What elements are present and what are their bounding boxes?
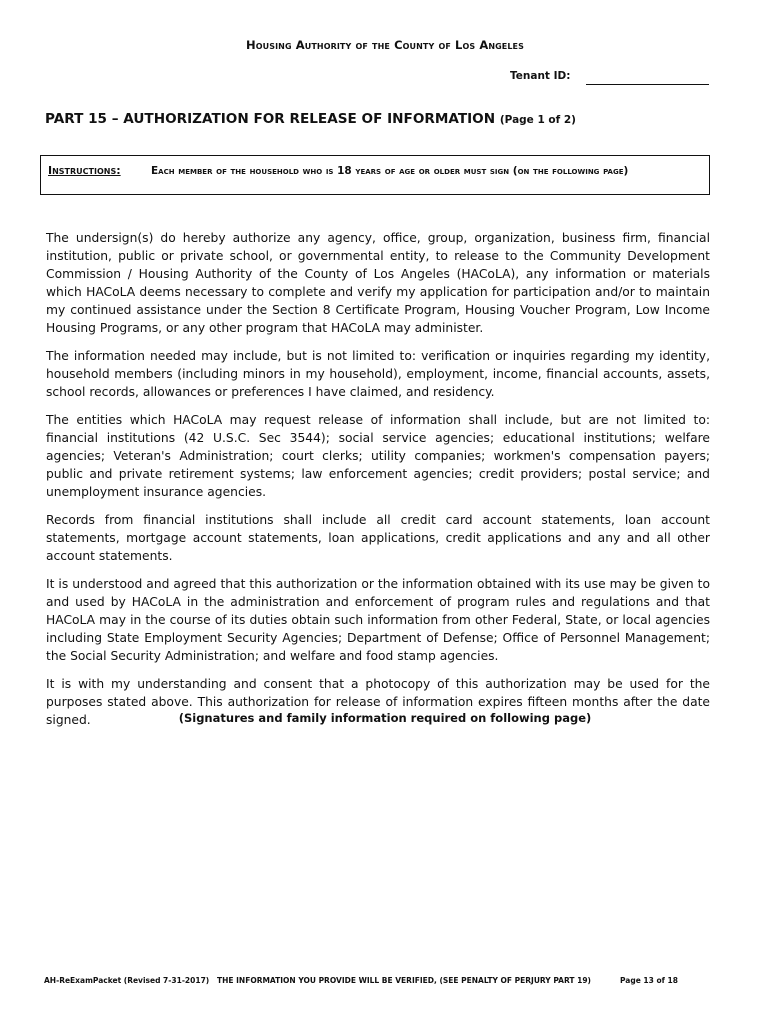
instructions-box <box>40 155 710 195</box>
footer-page-number: Page 13 of 18 <box>620 976 678 985</box>
paragraph-financial-records: Records from financial institutions shall include all credit card account statements, loan account statements, mortgage account statements, loan applications, credit applications and any and all other account statements. <box>46 513 710 563</box>
instructions-label: Instructions: <box>48 164 121 177</box>
tenant-id-field[interactable] <box>586 84 709 85</box>
paragraph-use-agreement: It is understood and agreed that this authorization or the information obtained with its use may be given to and used by HACoLA in the administration and enforcement of program rules and regulations and that HACoLA may in the course of its duties obtain such information from other Federal, State, or local agencies including State Employment Security Agencies; Department of Defense; Office of Personnel Management; the Social Security Administration; and welfare and food stamp agencies. <box>46 577 710 663</box>
tenant-id-label: Tenant ID: <box>510 70 571 82</box>
paragraph-consent: It is with my understanding and consent that a photocopy of this authorization may be used for the purposes stated above. This authorization for release of information expires fifteen months after the date signed. <box>46 677 710 727</box>
part-title-main: PART 15 – AUTHORIZATION FOR RELEASE OF INFORMATION <box>45 111 496 127</box>
footer-notice: THE INFORMATION YOU PROVIDE WILL BE VERIFIED, (SEE PENALTY OF PERJURY PART 19) <box>217 976 591 985</box>
part-title <box>45 111 576 127</box>
page-indicator: (Page 1 of 2) <box>499 114 576 126</box>
paragraph-entities: The entities which HACoLA may request release of information shall include, but are not limited to: financial institutions (42 U.S.C. Sec 3544); social service agencies; educational institutions; welfare agencies; Veteran's Administration; court clerks; utility companies; workmen's compensation payers; public and private retirement systems; law enforcement agencies; credit providers; postal service; and unemployment insurance agencies. <box>46 413 710 499</box>
footer-form-id: AH-ReExamPacket (Revised 7-31-2017) <box>44 976 210 985</box>
paragraph-information-needed: The information needed may include, but is not limited to: verification or inquiries regarding my identity, household members (including minors in my household), employment, income, financial accounts, assets, school records, allowances or preferences I have claimed, and residency. <box>46 349 710 399</box>
organization-header: Housing Authority of the County of Los Angeles <box>246 38 524 52</box>
paragraph-authorization: The undersign(s) do hereby authorize any agency, office, group, organization, business firm, financial institution, public or private school, or governmental entity, to release to the Community Development Commission / Housing Authority of the County of Los Angeles (HACoLA), any information or materials which HACoLA deems necessary to complete and verify my application for participation and/or to maintain my continued assistance under the Section 8 Certificate Program, Housing Voucher Program, Low Income Housing Programs, or any other program that HACoLA may administer. <box>46 231 710 335</box>
authorization-body <box>46 229 710 739</box>
signature-note: (Signatures and family information required on following page) <box>178 711 592 725</box>
instructions-text: Each member of the household who is 18 years of age or older must sign (on the following page) <box>151 165 629 177</box>
